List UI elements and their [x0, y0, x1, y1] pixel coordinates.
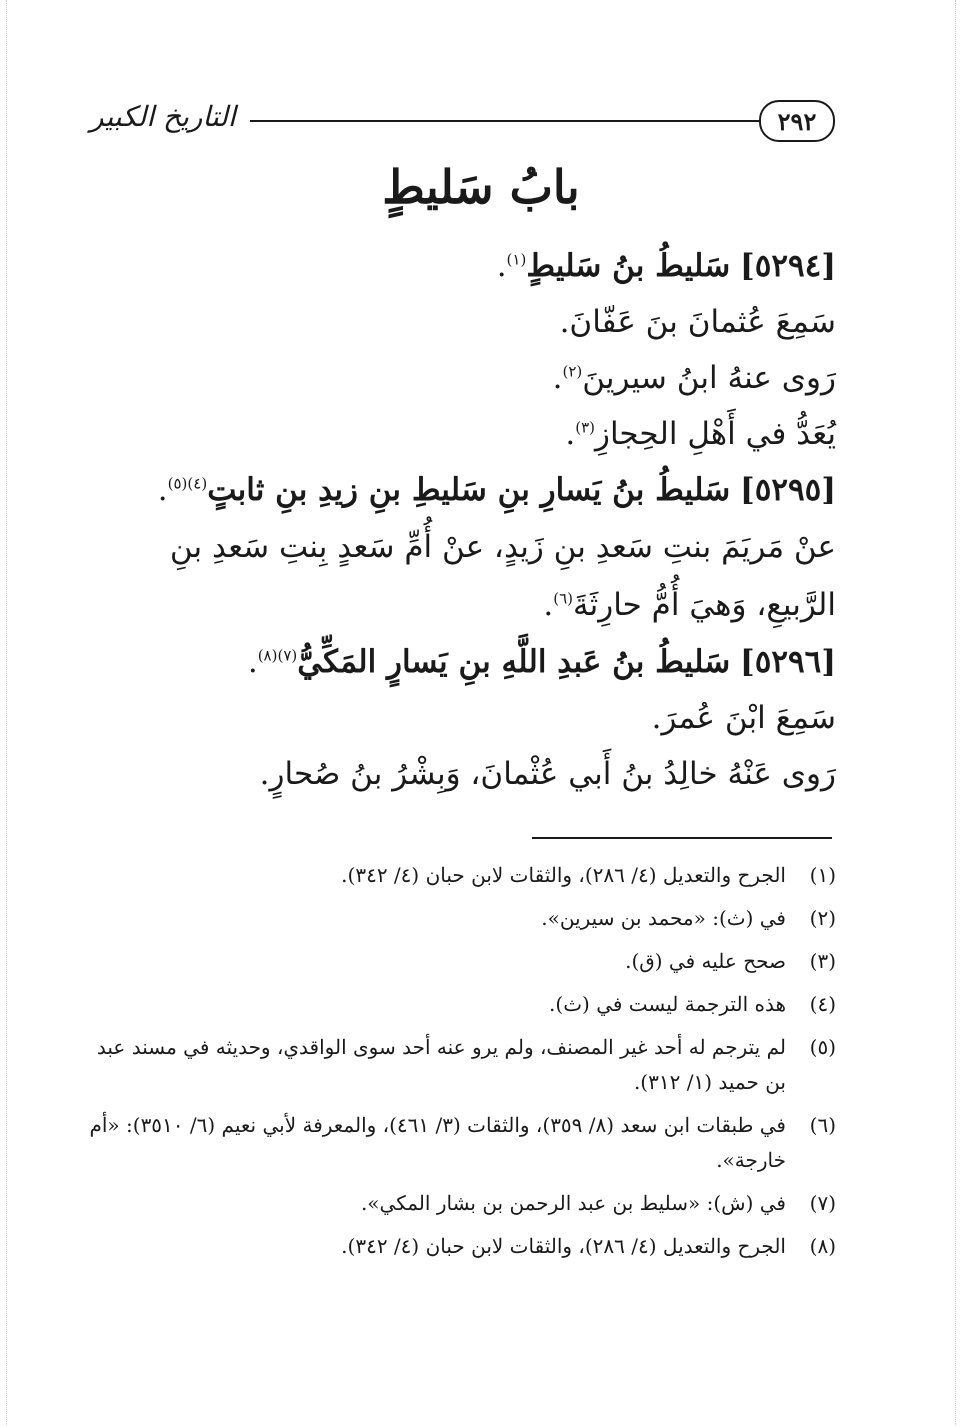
- footnote-ref: (٦): [553, 589, 573, 608]
- footnote: [84, 987, 836, 1022]
- footnote: [84, 944, 836, 979]
- book-title: التاريخ الكبير: [90, 100, 236, 133]
- footnote-marker: (٤): [809, 992, 836, 1016]
- footnote-ref: (٤)(٥): [167, 474, 208, 493]
- footnote-marker: (١): [809, 863, 836, 887]
- footnote-marker: (٦): [809, 1113, 836, 1137]
- footnote: [84, 1229, 836, 1264]
- entry-heading: [٥٢٩٥] سَليطُ بنُ يَسارِ بنِ سَليطِ بنِ زيدِ بنِ ثابتٍ$^{(٤)(٥)}$.: [157, 472, 836, 508]
- footnote-text: في (ث): «محمد بن سيرين».: [541, 906, 786, 930]
- entry-number: [٥٢٩٥]: [740, 472, 836, 508]
- footnote-text: الجرح والتعديل (٤/ ٢٨٦)، والثقات لابن حبان (٤/ ٣٤٢).: [341, 863, 786, 887]
- footnote-text: في (ش): «سليط بن عبد الرحمن بن بشار المكي».: [360, 1191, 786, 1215]
- entry-heading: [٥٢٩٦] سَليطُ بنُ عَبدِ اللَّهِ بنِ يَسارٍ المَكِّيُّ$^{(٧)(٨)}$.: [247, 644, 836, 680]
- header-rule: [250, 120, 759, 122]
- entry-heading: [٥٢٩٤] سَليطُ بنُ سَليطٍ$^{(١)}$.: [496, 248, 836, 284]
- footnote-marker: (٢): [809, 906, 836, 930]
- footnote-separator: [532, 837, 832, 839]
- footnote: [84, 1186, 836, 1221]
- footnote: [84, 901, 836, 936]
- entry-line: رَوى عنهُ ابنُ سيرينَ$^{(٢)}$.: [552, 360, 836, 396]
- footnote: [84, 858, 836, 893]
- footnote-ref: (١): [506, 250, 527, 269]
- entry-number: [٥٢٩٤]: [740, 248, 836, 284]
- entry-number: [٥٢٩٦]: [740, 644, 836, 680]
- footnote-marker: (٧): [809, 1191, 836, 1215]
- entry-line: سَمِعَ عُثمانَ بنَ عَفّانَ.: [559, 304, 836, 340]
- footnote-text: لم يترجم له أحد غير المصنف، ولم يرو عنه أحد سوى الواقدي، وحديثه في مسند عبد بن حميد (١/ ٣١٢).: [96, 1035, 786, 1094]
- running-header: [90, 100, 835, 144]
- entry-line: رَوى عَنْهُ خالِدُ بنُ أَبي عُثْمانَ، وَبِشْرُ بنُ صُحارٍ.: [259, 756, 836, 792]
- page-number: ٢٩٢: [759, 100, 835, 142]
- entry-name: سَليطُ بنُ عَبدِ اللَّهِ بنِ يَسارٍ المَكِّيُّ: [297, 644, 731, 680]
- footnote-ref: (٧)(٨): [257, 646, 298, 665]
- footnote-ref: (٢): [562, 362, 583, 381]
- footnote-text: الجرح والتعديل (٤/ ٢٨٦)، والثقات لابن حبان (٤/ ٣٤٢).: [341, 1234, 786, 1258]
- footnote-text: هذه الترجمة ليست في (ث).: [549, 992, 786, 1016]
- entry-name: سَليطُ بنُ يَسارِ بنِ سَليطِ بنِ زيدِ بنِ ثابتٍ: [207, 472, 731, 508]
- entry-line: عنْ مَريَمَ بنتِ سَعدِ بنِ زَيدٍ، عنْ أُمِّ سَعدٍ بِنتِ سَعدِ بنِ الرَّبيعِ، وَهيَ أُمُّ حارِثَةَ$^{(٦)}$.: [169, 529, 836, 623]
- footnote-marker: (٨): [809, 1234, 836, 1258]
- entry-line: يُعَدُّ في أَهْلِ الحِجازِ$^{(٣)}$.: [565, 416, 836, 452]
- footnote: [84, 1108, 836, 1178]
- footnote-text: في طبقات ابن سعد (٨/ ٣٥٩)، والثقات (٣/ ٤٦١)، والمعرفة لأبي نعيم (٦/ ٣٥١٠): «أم خارجة».: [89, 1113, 786, 1172]
- chapter-title: بابُ سَليطٍ: [382, 160, 580, 214]
- footnote: [84, 1030, 836, 1100]
- footnote-marker: (٥): [809, 1035, 836, 1059]
- footnote-marker: (٣): [809, 949, 836, 973]
- main-text: [88, 238, 836, 802]
- footnote-ref: (٣): [575, 418, 595, 437]
- entry-name: سَليطُ بنُ سَليطٍ: [526, 248, 731, 284]
- footnotes: [84, 858, 836, 1272]
- footnote-text: صحح عليه في (ق).: [625, 949, 786, 973]
- entry-line: سَمِعَ ابْنَ عُمرَ.: [651, 700, 836, 736]
